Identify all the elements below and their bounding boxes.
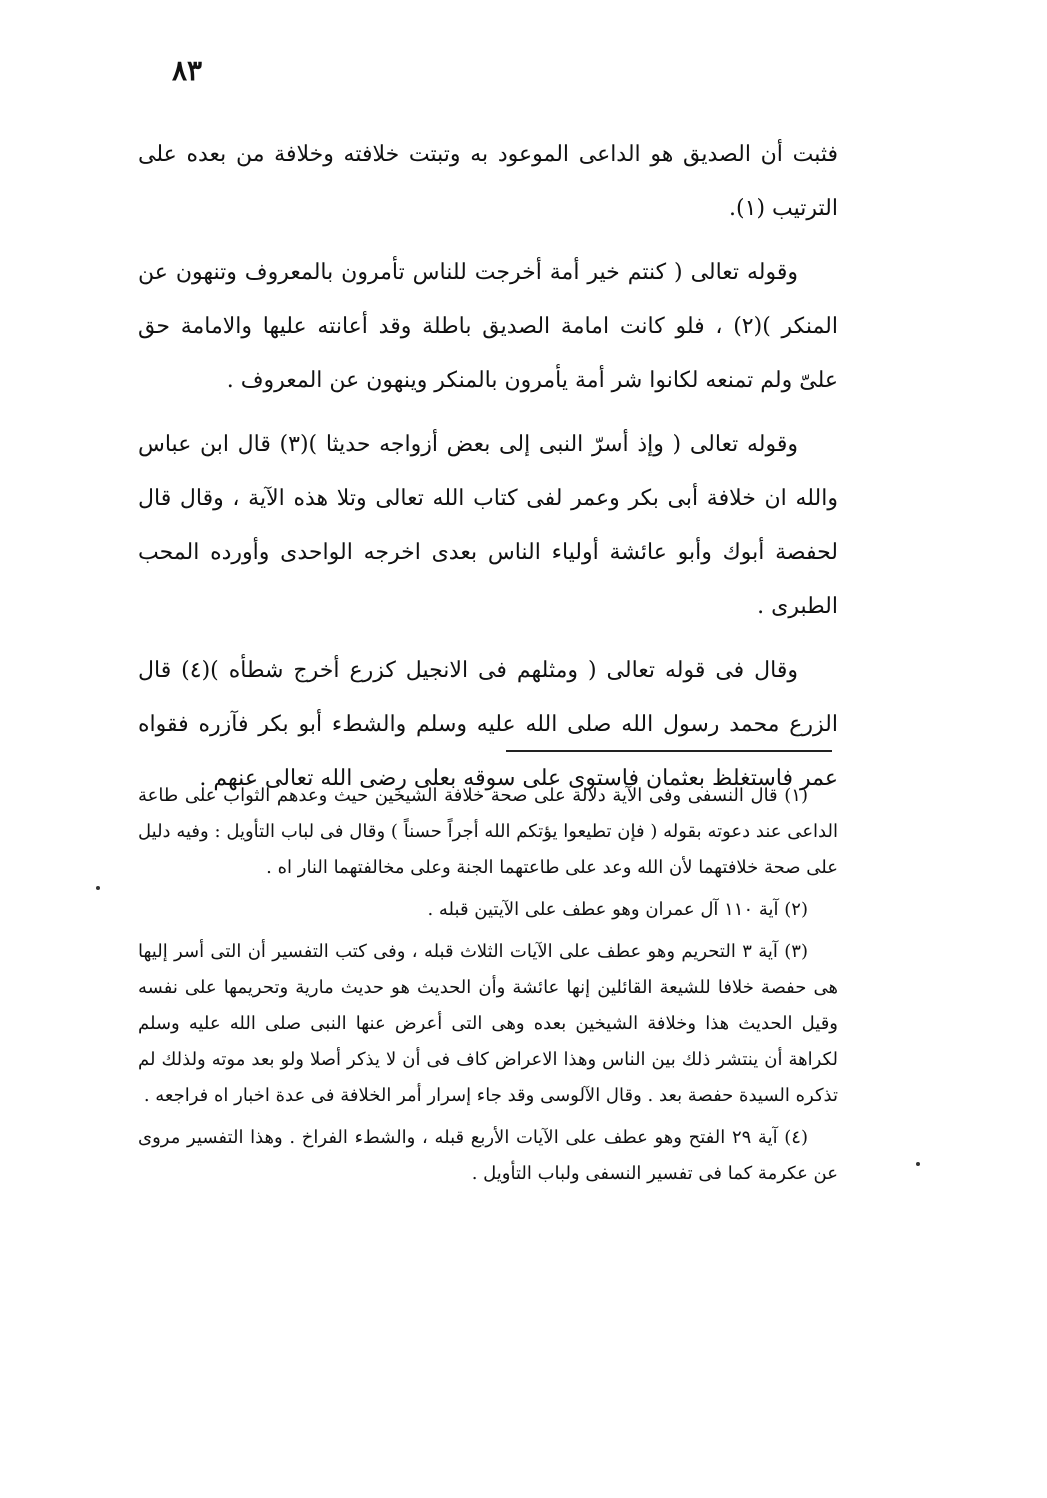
paragraph: وقال فى قوله تعالى ( ومثلهم فى الانجيل كزرع أخرج شطأه )(٤) قال الزرع محمد رسول الله صلى الله عليه وسلم والشطء أبو بكر فآزره فقواه عمر فاستغلظ بعثمان فاستوى على سوقه بعلى رضى الله تعالى عنهم . (138, 658, 838, 791)
scan-speck (916, 1162, 920, 1166)
footnote: (١) قال النسفى وفى الآية دلالة على صحة خلافة الشيخين حيث وعدهم الثواب على طاعة الداعى عند دعوته بقوله ( فإن تطيعوا يؤتكم الله أجراً حسناً ) وقال فى لباب التأويل : وفيه دليل على صحة خلافتهما لأن الله وعد على طاعتهما الجنة وعلى مخالفتهما النار اه . (138, 785, 838, 878)
footnote: (٢) آية ١١٠ آل عمران وهو عطف على الآيتين قبله . (427, 899, 808, 920)
footnote-divider (506, 750, 832, 752)
paragraph: فثبت أن الصديق هو الداعى الموعود به وتبتت خلافته وخلافة من بعده على الترتيب (١). (138, 142, 838, 221)
paragraph: وقوله تعالى ( كنتم خير أمة أخرجت للناس تأمرون بالمعروف وتنهون عن المنكر )(٢) ، فلو كانت امامة الصديق باطلة وقد أعانته عليها والامامة حق علىّ ولم تمنعه لكانوا شر أمة يأمرون بالمنكر وينهون عن المعروف . (138, 260, 838, 393)
paragraph: وقوله تعالى ( وإذ أسرّ النبى إلى بعض أزواجه حديثا )(٣) قال ابن عباس والله ان خلافة أبى بكر وعمر لفى كتاب الله تعالى وتلا هذه الآية ، وقال قال لحفصة أبوك وأبو عائشة أولياء الناس بعدى اخرجه الواحدى وأورده المحب الطبرى . (138, 432, 838, 619)
footnote: (٤) آية ٢٩ الفتح وهو عطف على الآيات الأربع قبله ، والشطء الفراخ . وهذا التفسير مروى عن عكرمة كما فى تفسير النسفى ولباب التأويل . (138, 1127, 838, 1184)
footnote: (٣) آية ٣ التحريم وهو عطف على الآيات الثلاث قبله ، وفى كتب التفسير أن التى أسر إليها هى حفصة خلافا للشيعة القائلين إنها عائشة وأن الحديث هو حديث مارية وتحريمها على نفسه وقيل الحديث هذا وخلافة الشيخين بعده وهى التى أعرض عنها النبى صلى الله عليه وسلم لكراهة أن ينتشر ذلك بين الناس وهذا الاعراض كاف فى أن لا يذكر أصلا ولو بعد موته ولذلك لم تذكره السيدة حفصة بعد . وقال الآلوسى وقد جاء إسرار أمر الخلافة فى عدة اخبار اه فراجعه . (138, 941, 838, 1106)
scan-speck (96, 886, 100, 890)
main-text (138, 128, 838, 816)
footnotes (138, 778, 838, 1198)
page-number: ٨٣ (172, 54, 203, 87)
